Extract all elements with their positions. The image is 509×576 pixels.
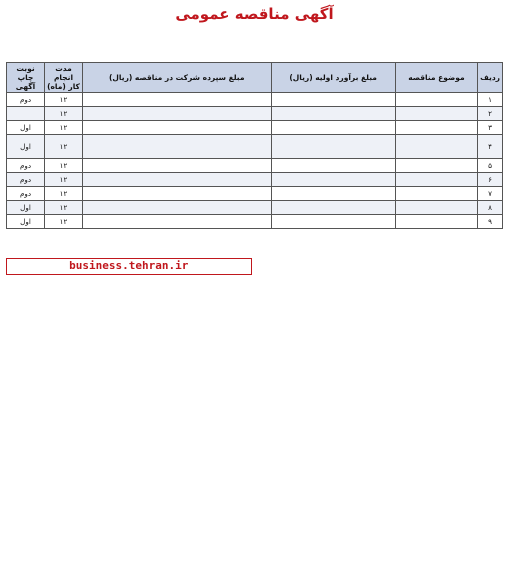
conditions-left-column [6, 233, 252, 523]
row-duration: ۱۲ [45, 187, 83, 201]
col-estimate: مبلغ برآورد اولیه (ریال) [271, 63, 395, 93]
row-print: اول [7, 201, 45, 215]
row-subject [395, 121, 477, 135]
intro-paragraph [6, 27, 503, 60]
condition-paragraph [258, 245, 504, 254]
row-duration: ۱۲ [45, 135, 83, 159]
row-estimate [271, 159, 395, 173]
table-row [7, 215, 503, 229]
condition-paragraph [258, 233, 504, 242]
conditions-section [6, 233, 503, 523]
row-subject [395, 93, 477, 107]
row-subject [395, 173, 477, 187]
row-deposit [83, 135, 272, 159]
row-duration: ۱۲ [45, 121, 83, 135]
row-print [7, 107, 45, 121]
table-row [7, 201, 503, 215]
row-print: اول [7, 135, 45, 159]
row-deposit [83, 159, 272, 173]
condition-paragraph [6, 245, 252, 254]
row-estimate [271, 173, 395, 187]
row-subject [395, 201, 477, 215]
row-subject [395, 135, 477, 159]
row-deposit [83, 215, 272, 229]
row-deposit [83, 93, 272, 107]
col-deposit: مبلغ سپرده شرکت در مناقصه (ریال) [83, 63, 272, 93]
row-index: ۵ [478, 159, 503, 173]
row-estimate [271, 121, 395, 135]
row-index: ۸ [478, 201, 503, 215]
row-print: اول [7, 215, 45, 229]
row-index: ۲ [478, 107, 503, 121]
row-duration: ۱۲ [45, 107, 83, 121]
row-estimate [271, 135, 395, 159]
row-deposit [83, 201, 272, 215]
row-index: ۳ [478, 121, 503, 135]
row-subject [395, 107, 477, 121]
condition-paragraph [258, 269, 504, 278]
col-print: نوبت چاپ آگهی [7, 63, 45, 93]
row-deposit [83, 107, 272, 121]
row-estimate [271, 107, 395, 121]
website-link[interactable]: business.tehran.ir [69, 259, 189, 272]
row-deposit [83, 173, 272, 187]
conditions-right-column [258, 233, 504, 523]
notice-header [6, 4, 503, 24]
row-estimate [271, 93, 395, 107]
table-row [7, 135, 503, 159]
col-duration: مدت انجام کار (ماه) [45, 63, 83, 93]
row-deposit [83, 121, 272, 135]
table-row [7, 107, 503, 121]
col-subject: موضوع مناقصه [395, 63, 477, 93]
row-estimate [271, 187, 395, 201]
row-print: دوم [7, 173, 45, 187]
row-print: اول [7, 121, 45, 135]
row-print: دوم [7, 187, 45, 201]
row-print: دوم [7, 159, 45, 173]
row-duration: ۱۲ [45, 93, 83, 107]
row-index: ۱ [478, 93, 503, 107]
notice-title: آگهی مناقصه عمومی [175, 5, 334, 23]
row-index: ۹ [478, 215, 503, 229]
table-row [7, 173, 503, 187]
condition-paragraph [6, 279, 252, 288]
col-index: ردیف [478, 63, 503, 93]
row-index: ۴ [478, 135, 503, 159]
table-row [7, 159, 503, 173]
condition-paragraph [6, 233, 252, 242]
row-print: دوم [7, 93, 45, 107]
row-subject [395, 215, 477, 229]
row-deposit [83, 187, 272, 201]
row-estimate [271, 215, 395, 229]
row-duration: ۱۲ [45, 159, 83, 173]
tenders-table [6, 62, 503, 229]
row-duration: ۱۲ [45, 201, 83, 215]
notice-footer [6, 553, 246, 572]
tenders-table-header [7, 63, 503, 93]
row-duration: ۱۲ [45, 173, 83, 187]
row-index: ۶ [478, 173, 503, 187]
website-box [6, 258, 252, 275]
row-duration: ۱۲ [45, 215, 83, 229]
row-subject [395, 159, 477, 173]
table-row [7, 93, 503, 107]
row-index: ۷ [478, 187, 503, 201]
row-estimate [271, 201, 395, 215]
table-row [7, 121, 503, 135]
row-subject [395, 187, 477, 201]
table-row [7, 187, 503, 201]
condition-paragraph [258, 257, 504, 266]
closing-paragraph [6, 291, 252, 300]
